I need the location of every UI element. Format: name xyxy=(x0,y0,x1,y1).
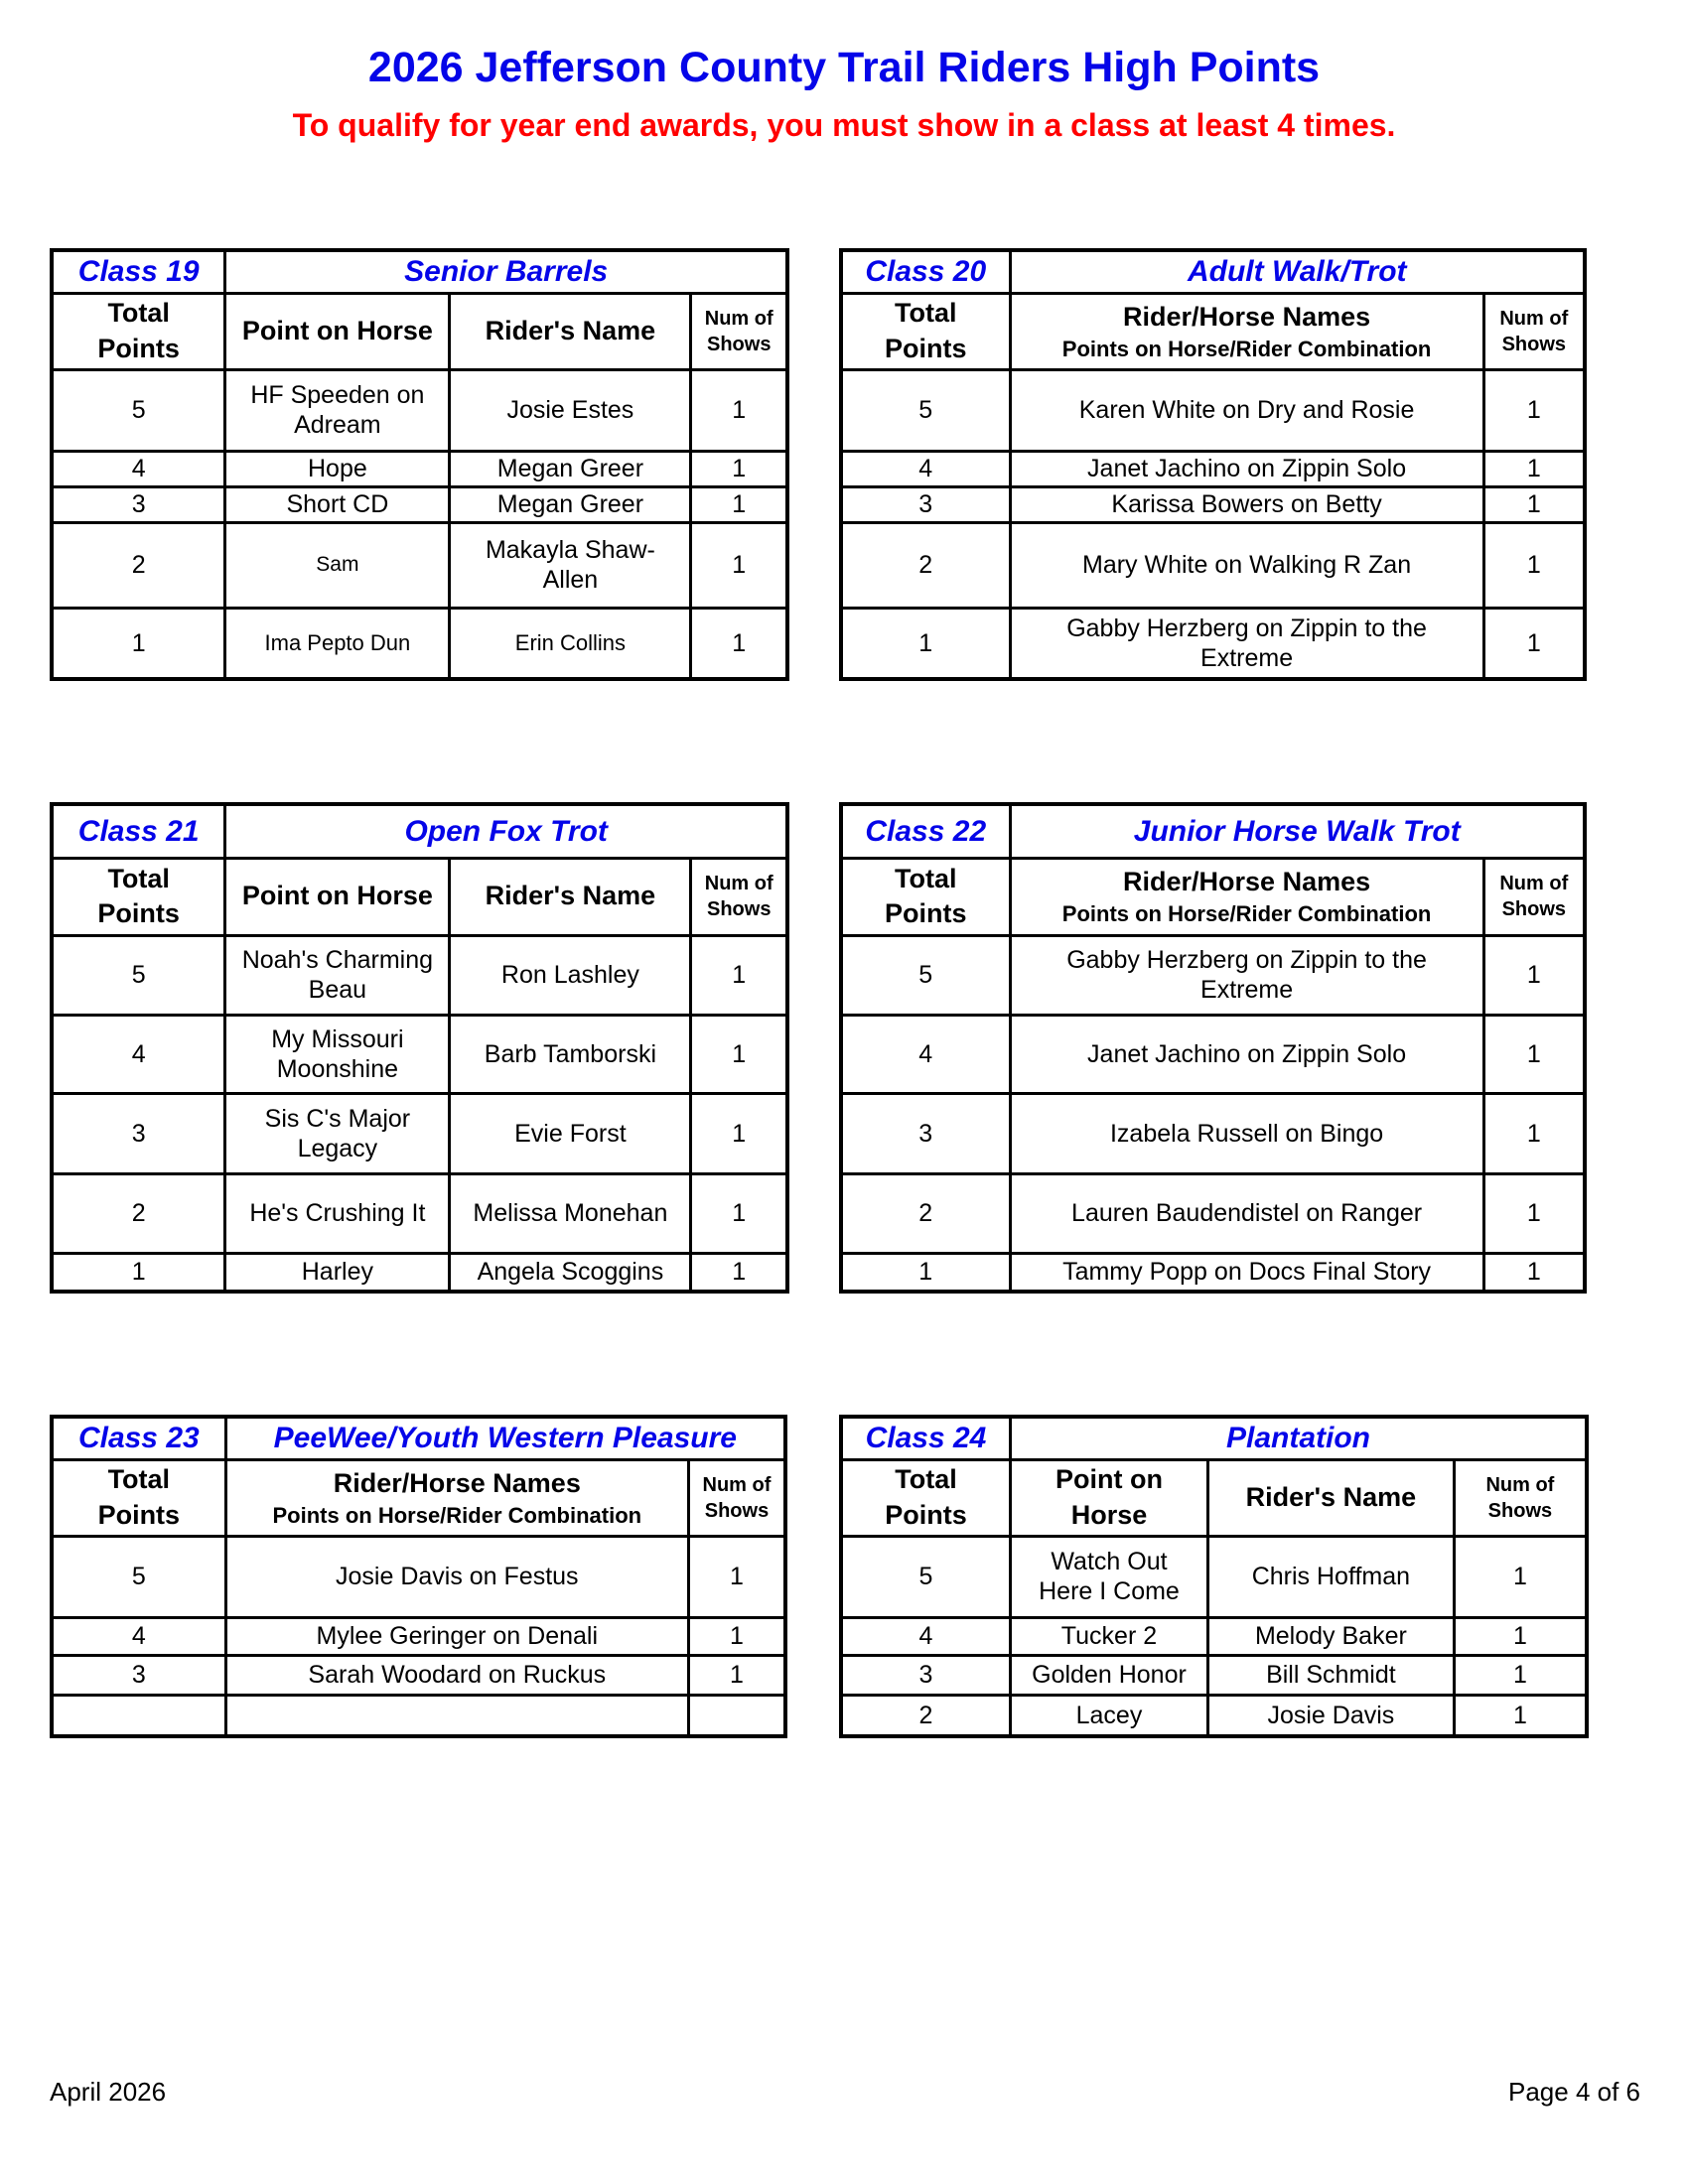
class-24-plantation-table xyxy=(839,1415,1589,1738)
rider-cell: Ron Lashley xyxy=(450,935,691,1015)
horse-cell: HF Speeden on Adream xyxy=(225,369,450,451)
horse-cell: Tucker 2 xyxy=(1010,1617,1207,1655)
rider-horse-cell: Mary White on Walking R Zan xyxy=(1010,522,1483,608)
points-cell xyxy=(52,1695,225,1736)
table-row xyxy=(52,1536,785,1617)
class-header-row xyxy=(841,250,1585,293)
shows-cell: 1 xyxy=(1483,1253,1585,1292)
shows-cell: 1 xyxy=(1483,1173,1585,1253)
table-row xyxy=(52,451,787,486)
rider-horse-cell: Gabby Herzberg on Zippin to the Extreme xyxy=(1010,935,1483,1015)
points-cell: 4 xyxy=(841,1015,1010,1093)
column-header-points: Total Points xyxy=(52,858,225,935)
horse-cell: Watch Out Here I Come xyxy=(1010,1536,1207,1617)
table-row xyxy=(52,486,787,522)
horse-cell: Sis C's Major Legacy xyxy=(225,1093,450,1173)
horse-cell: He's Crushing It xyxy=(225,1173,450,1253)
rider-horse-cell: Janet Jachino on Zippin Solo xyxy=(1010,451,1483,486)
points-cell: 4 xyxy=(841,451,1010,486)
rider-cell: Melissa Monehan xyxy=(450,1173,691,1253)
table-row xyxy=(841,486,1585,522)
rider-cell: Evie Forst xyxy=(450,1093,691,1173)
rider-horse-cell: Tammy Popp on Docs Final Story xyxy=(1010,1253,1483,1292)
footer-date: April 2026 xyxy=(50,2077,167,2107)
class-name: Plantation xyxy=(1010,1417,1587,1459)
shows-cell: 1 xyxy=(1454,1536,1587,1617)
shows-cell: 1 xyxy=(1483,451,1585,486)
column-header-shows: Num of Shows xyxy=(1483,293,1585,369)
table-row xyxy=(841,522,1585,608)
table-row xyxy=(841,1015,1585,1093)
shows-cell: 1 xyxy=(1483,1093,1585,1173)
column-subheader: Points on Horse/Rider Combination xyxy=(1061,901,1432,927)
class-21-open-fox-trot-table xyxy=(50,802,789,1294)
column-header-rider-horse: Rider/Horse Names Points on Horse/Rider Combination xyxy=(1010,293,1483,369)
class-name: Senior Barrels xyxy=(225,250,787,293)
points-cell: 2 xyxy=(841,1173,1010,1253)
shows-cell: 1 xyxy=(688,1617,785,1655)
class-19-senior-barrels-table xyxy=(50,248,789,681)
rider-horse-cell: Mylee Geringer on Denali xyxy=(225,1617,688,1655)
column-header-rider-horse: Rider/Horse Names Points on Horse/Rider Combination xyxy=(1010,858,1483,935)
table-row xyxy=(52,935,787,1015)
class-label: Class 20 xyxy=(841,250,1010,293)
horse-cell: Lacey xyxy=(1010,1695,1207,1736)
rider-cell: Angela Scoggins xyxy=(450,1253,691,1292)
table-row xyxy=(52,1173,787,1253)
horse-cell: Noah's Charming Beau xyxy=(225,935,450,1015)
column-header-rider: Rider's Name xyxy=(450,858,691,935)
points-cell: 3 xyxy=(841,1655,1010,1695)
horse-cell: Hope xyxy=(225,451,450,486)
column-header-shows: Num of Shows xyxy=(688,1459,785,1536)
column-header-rider-horse: Rider/Horse Names Points on Horse/Rider Combination xyxy=(225,1459,688,1536)
column-header-row xyxy=(841,293,1585,369)
points-cell: 3 xyxy=(52,1655,225,1695)
points-cell: 1 xyxy=(52,608,225,679)
table-row xyxy=(841,1536,1587,1617)
rider-cell: Barb Tamborski xyxy=(450,1015,691,1093)
column-subheader: Points on Horse/Rider Combination xyxy=(272,1502,642,1528)
horse-cell: Sam xyxy=(225,522,450,608)
table-row xyxy=(52,1093,787,1173)
table-row xyxy=(841,1655,1587,1695)
column-header-row xyxy=(52,858,787,935)
class-20-adult-walk-trot-table xyxy=(839,248,1587,681)
class-name: Adult Walk/Trot xyxy=(1010,250,1585,293)
points-cell: 5 xyxy=(841,369,1010,451)
class-label: Class 19 xyxy=(52,250,225,293)
horse-cell: Harley xyxy=(225,1253,450,1292)
class-header-row xyxy=(52,1417,785,1459)
shows-cell: 1 xyxy=(688,1536,785,1617)
shows-cell: 1 xyxy=(1483,486,1585,522)
table-row xyxy=(841,1695,1587,1736)
shows-cell: 1 xyxy=(691,1093,787,1173)
shows-cell: 1 xyxy=(691,608,787,679)
shows-cell: 1 xyxy=(1454,1617,1587,1655)
class-header-row xyxy=(52,250,787,293)
rider-cell: Megan Greer xyxy=(450,451,691,486)
class-header-row xyxy=(841,804,1585,858)
rider-horse-cell: Josie Davis on Festus xyxy=(225,1536,688,1617)
table-row xyxy=(841,935,1585,1015)
shows-cell: 1 xyxy=(691,486,787,522)
shows-cell: 1 xyxy=(691,451,787,486)
rider-horse-cell: Izabela Russell on Bingo xyxy=(1010,1093,1483,1173)
rider-cell: Erin Collins xyxy=(450,608,691,679)
rider-cell: Melody Baker xyxy=(1207,1617,1454,1655)
column-header-rider: Rider's Name xyxy=(1207,1459,1454,1536)
points-cell: 5 xyxy=(52,935,225,1015)
column-header-shows: Num of Shows xyxy=(1483,858,1585,935)
points-cell: 3 xyxy=(841,486,1010,522)
rider-horse-cell xyxy=(225,1695,688,1736)
column-header-points: Total Points xyxy=(841,858,1010,935)
shows-cell: 1 xyxy=(1454,1695,1587,1736)
points-cell: 1 xyxy=(52,1253,225,1292)
class-label: Class 22 xyxy=(841,804,1010,858)
horse-cell: Ima Pepto Dun xyxy=(225,608,450,679)
table-row xyxy=(52,1015,787,1093)
column-header-horse: Point on Horse xyxy=(1010,1459,1207,1536)
page-title: 2026 Jefferson County Trail Riders High Points xyxy=(367,44,1321,91)
column-header-row xyxy=(841,858,1585,935)
table-row xyxy=(841,1093,1585,1173)
shows-cell: 1 xyxy=(1454,1655,1587,1695)
rider-cell: Chris Hoffman xyxy=(1207,1536,1454,1617)
table-row xyxy=(52,369,787,451)
table-row xyxy=(52,1695,785,1736)
shows-cell: 1 xyxy=(691,369,787,451)
shows-cell: 1 xyxy=(688,1655,785,1695)
points-cell: 2 xyxy=(841,1695,1010,1736)
class-name: PeeWee/Youth Western Pleasure xyxy=(225,1417,785,1459)
rider-cell: Josie Estes xyxy=(450,369,691,451)
class-name: Open Fox Trot xyxy=(225,804,787,858)
points-cell: 4 xyxy=(52,1617,225,1655)
horse-cell: My Missouri Moonshine xyxy=(225,1015,450,1093)
table-row xyxy=(841,451,1585,486)
points-cell: 4 xyxy=(52,451,225,486)
class-label: Class 24 xyxy=(841,1417,1010,1459)
rider-horse-cell: Sarah Woodard on Ruckus xyxy=(225,1655,688,1695)
column-header-rider: Rider's Name xyxy=(450,293,691,369)
rider-horse-cell: Janet Jachino on Zippin Solo xyxy=(1010,1015,1483,1093)
rider-cell: Makayla Shaw- Allen xyxy=(450,522,691,608)
column-header-row xyxy=(52,1459,785,1536)
shows-cell: 1 xyxy=(691,935,787,1015)
shows-cell: 1 xyxy=(691,1173,787,1253)
table-row xyxy=(52,1617,785,1655)
class-23-peewee-youth-western-pleasure-table xyxy=(50,1415,787,1738)
rider-cell: Josie Davis xyxy=(1207,1695,1454,1736)
rider-horse-cell: Lauren Baudendistel on Ranger xyxy=(1010,1173,1483,1253)
footer-page-number: Page 4 of 6 xyxy=(1508,2077,1640,2107)
points-cell: 5 xyxy=(841,935,1010,1015)
points-cell: 4 xyxy=(52,1015,225,1093)
shows-cell xyxy=(688,1695,785,1736)
points-cell: 5 xyxy=(52,1536,225,1617)
shows-cell: 1 xyxy=(691,1015,787,1093)
class-22-junior-horse-walk-trot-table xyxy=(839,802,1587,1294)
shows-cell: 1 xyxy=(1483,522,1585,608)
column-header-shows: Num of Shows xyxy=(1454,1459,1587,1536)
horse-cell: Golden Honor xyxy=(1010,1655,1207,1695)
column-header-points: Total Points xyxy=(52,293,225,369)
shows-cell: 1 xyxy=(1483,1015,1585,1093)
shows-cell: 1 xyxy=(691,1253,787,1292)
points-cell: 3 xyxy=(52,1093,225,1173)
column-header-points: Total Points xyxy=(841,1459,1010,1536)
rider-horse-cell: Karissa Bowers on Betty xyxy=(1010,486,1483,522)
table-row xyxy=(841,1173,1585,1253)
rider-horse-cell: Gabby Herzberg on Zippin to the Extreme xyxy=(1010,608,1483,679)
points-cell: 2 xyxy=(841,522,1010,608)
table-row xyxy=(841,369,1585,451)
column-header-shows: Num of Shows xyxy=(691,858,787,935)
points-cell: 3 xyxy=(52,486,225,522)
table-row xyxy=(52,1253,787,1292)
table-row xyxy=(52,1655,785,1695)
shows-cell: 1 xyxy=(1483,608,1585,679)
column-header-shows: Num of Shows xyxy=(691,293,787,369)
rider-cell: Bill Schmidt xyxy=(1207,1655,1454,1695)
class-header-row xyxy=(841,1417,1587,1459)
table-row xyxy=(841,1253,1585,1292)
table-row xyxy=(841,1617,1587,1655)
points-cell: 1 xyxy=(841,1253,1010,1292)
column-subheader: Points on Horse/Rider Combination xyxy=(1061,336,1432,361)
class-label: Class 23 xyxy=(52,1417,225,1459)
points-cell: 5 xyxy=(841,1536,1010,1617)
column-header-points: Total Points xyxy=(52,1459,225,1536)
points-cell: 2 xyxy=(52,522,225,608)
points-cell: 1 xyxy=(841,608,1010,679)
column-header-row xyxy=(841,1459,1587,1536)
table-row xyxy=(841,608,1585,679)
column-header-points: Total Points xyxy=(841,293,1010,369)
column-header-horse: Point on Horse xyxy=(225,293,450,369)
points-cell: 2 xyxy=(52,1173,225,1253)
class-label: Class 21 xyxy=(52,804,225,858)
table-row xyxy=(52,608,787,679)
rider-cell: Megan Greer xyxy=(450,486,691,522)
qualification-notice: To qualify for year end awards, you must show in a class at least 4 times. xyxy=(292,107,1396,143)
rider-horse-cell: Karen White on Dry and Rosie xyxy=(1010,369,1483,451)
shows-cell: 1 xyxy=(691,522,787,608)
class-header-row xyxy=(52,804,787,858)
horse-cell: Short CD xyxy=(225,486,450,522)
points-cell: 5 xyxy=(52,369,225,451)
shows-cell: 1 xyxy=(1483,935,1585,1015)
class-name: Junior Horse Walk Trot xyxy=(1010,804,1585,858)
shows-cell: 1 xyxy=(1483,369,1585,451)
points-cell: 4 xyxy=(841,1617,1010,1655)
column-header-horse: Point on Horse xyxy=(225,858,450,935)
table-row xyxy=(52,522,787,608)
points-cell: 3 xyxy=(841,1093,1010,1173)
column-header-row xyxy=(52,293,787,369)
